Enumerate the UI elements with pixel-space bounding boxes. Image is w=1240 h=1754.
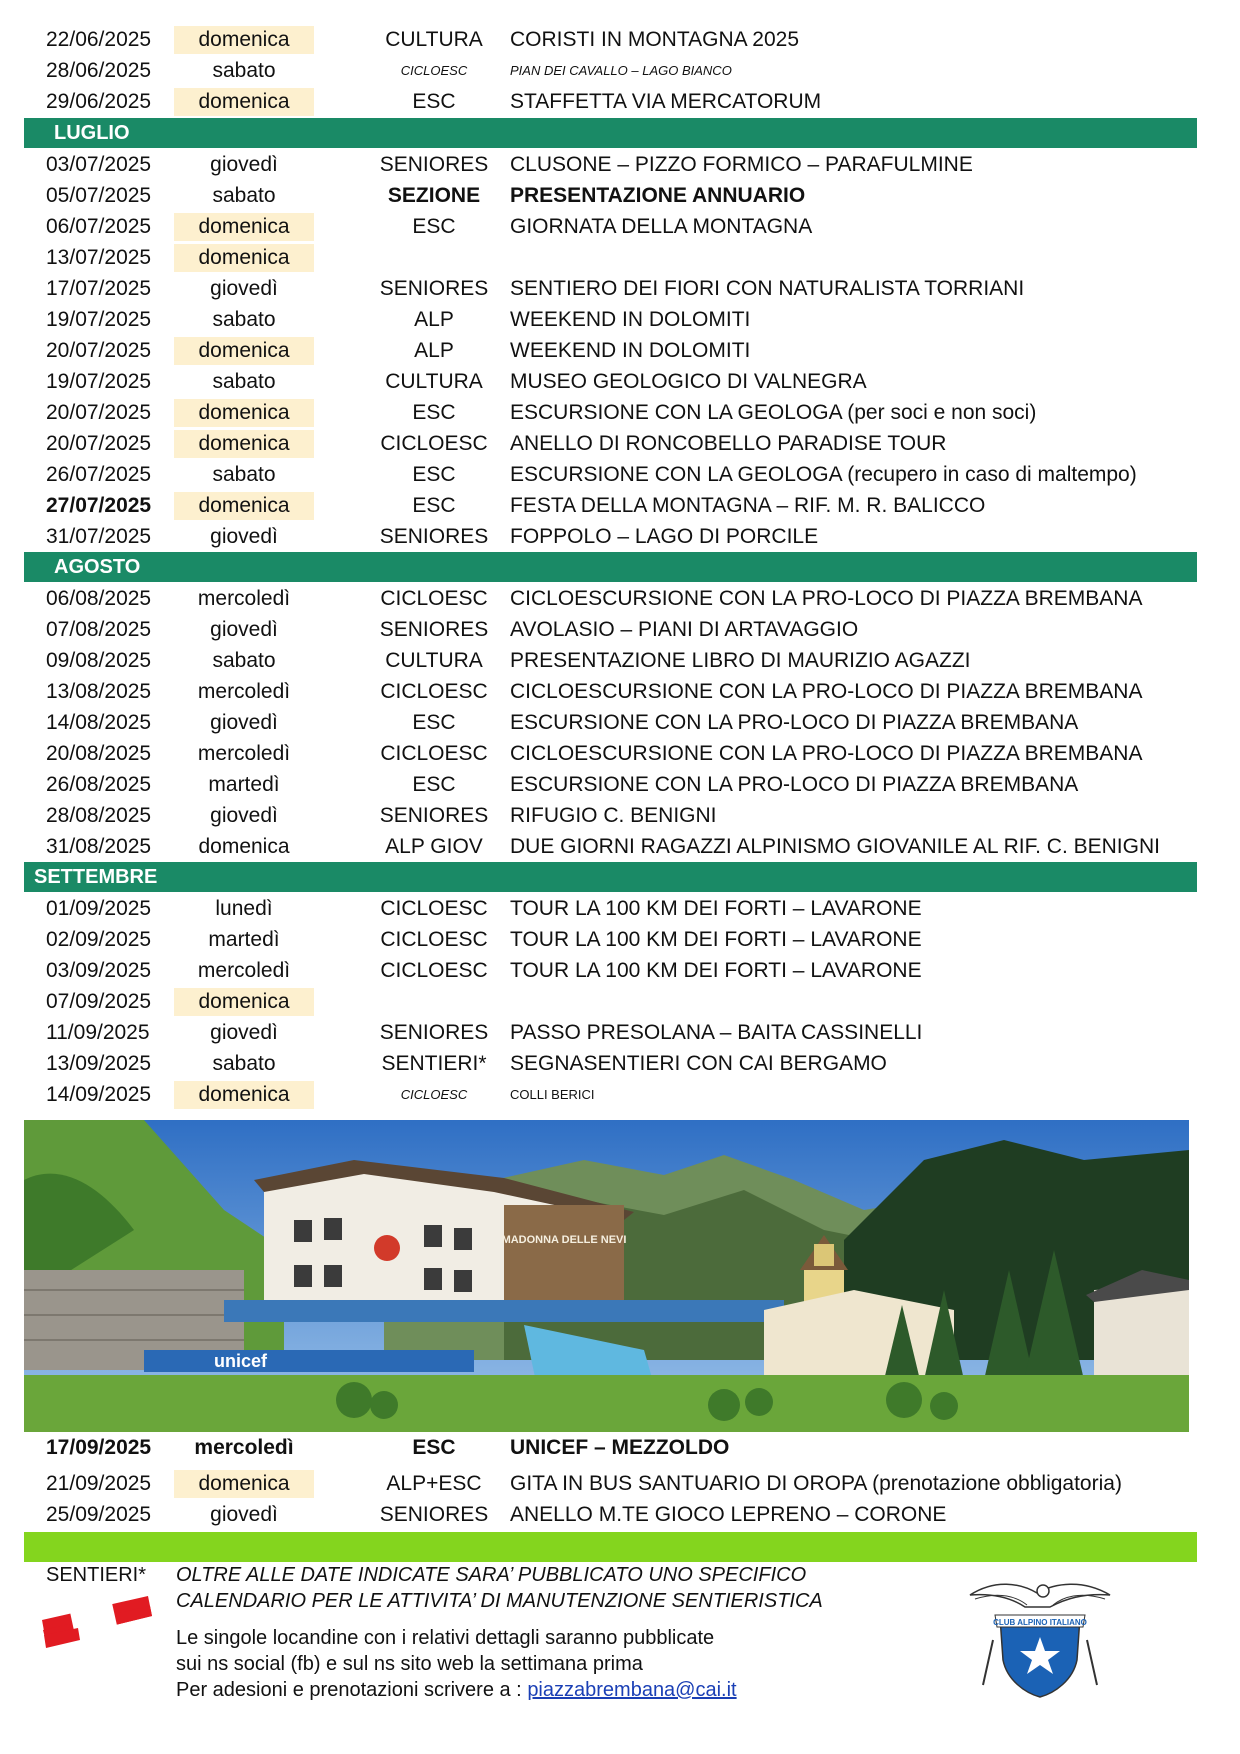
date-cell: 19/07/2025 [46,308,152,331]
description-cell: SENTIERO DEI FIORI CON NATURALISTA TORRIANI [510,277,1025,300]
description-cell: CORISTI IN MONTAGNA 2025 [510,28,800,51]
day-cell: giovedì [210,618,278,641]
date-cell: 31/08/2025 [46,835,152,858]
month-label: AGOSTO [54,556,141,578]
category-cell: CICLOESC [380,742,488,765]
date-cell: 27/07/2025 [46,494,152,517]
description-cell: DUE GIORNI RAGAZZI ALPINISMO GIOVANILE AL RIF. C. BENIGNI [510,835,1160,858]
category-cell: SENTIERI* [381,1052,487,1075]
day-cell: sabato [212,463,276,486]
day-cell: giovedì [210,1503,278,1526]
table-row [24,337,1196,365]
category-cell: SENIORES [379,525,489,548]
date-cell: 14/09/2025 [46,1083,152,1106]
description-cell: CICLOESCURSIONE CON LA PRO-LOCO DI PIAZZA BREMBANA [510,587,1143,610]
day-cell: giovedì [210,1021,278,1044]
table-row [24,1019,1196,1047]
footer-info-line-1: Le singole locandine con i relativi dettagli saranno pubblicate [176,1627,715,1649]
day-cell: domenica [174,213,314,241]
description-cell: GIORNATA DELLA MONTAGNA [510,215,813,238]
description-cell: GITA IN BUS SANTUARIO DI OROPA (prenotazione obbligatoria) [510,1472,1122,1495]
day-cell: domenica [174,988,314,1016]
table-row [24,895,1196,923]
description-cell: MUSEO GEOLOGICO DI VALNEGRA [510,370,867,393]
date-cell: 21/09/2025 [46,1472,152,1495]
trail-marker-icon [40,1590,155,1660]
category-cell: CICLOESC [380,680,488,703]
day-cell: martedì [208,928,280,951]
category-cell: ESC [412,90,456,113]
month-header-settembre [24,862,1197,892]
footer-info-line-3 [176,1679,737,1702]
table-row [24,709,1196,737]
date-cell: 20/08/2025 [46,742,152,765]
description-cell: ANELLO M.TE GIOCO LEPRENO – CORONE [510,1503,947,1526]
category-cell [344,244,524,272]
date-cell: 02/09/2025 [46,928,152,951]
description-cell: CLUSONE – PIZZO FORMICO – PARAFULMINE [510,153,973,176]
category-cell: CICLOESC [380,587,488,610]
description-cell: TOUR LA 100 KM DEI FORTI – LAVARONE [510,897,922,920]
date-cell: 20/07/2025 [46,432,152,455]
date-cell: 31/07/2025 [46,525,152,548]
table-row [24,399,1196,427]
footer-sentieri-label: SENTIERI* [46,1564,147,1586]
category-cell: ALP+ESC [386,1472,482,1495]
table-row [24,244,1196,272]
day-cell: giovedì [210,153,278,176]
category-cell: CULTURA [385,649,483,672]
date-cell: 03/07/2025 [46,153,152,176]
description-cell: FESTA DELLA MONTAGNA – RIF. M. R. BALICCO [510,494,986,517]
day-cell: mercoledì [194,1436,294,1459]
day-cell: domenica [174,430,314,458]
table-row [24,1050,1196,1078]
table-row [24,151,1196,179]
category-cell: ESC [412,494,456,517]
day-cell: lunedì [215,897,273,920]
day-cell: domenica [174,88,314,116]
day-cell: sabato [212,59,276,82]
date-cell: 20/07/2025 [46,339,152,362]
photo-rifugio [24,1120,1189,1432]
category-cell: SENIORES [379,153,489,176]
building-sign: MADONNA DELLE NEVI [501,1234,627,1246]
day-cell: giovedì [210,711,278,734]
day-cell: domenica [174,399,314,427]
date-cell: 20/07/2025 [46,401,152,424]
day-cell: mercoledì [197,742,291,765]
cai-logo [965,1565,1115,1705]
description-cell: COLLI BERICI [510,1087,595,1102]
date-cell: 13/08/2025 [46,680,152,703]
month-header-agosto [24,552,1197,582]
table-row [24,492,1196,520]
category-cell: SENIORES [379,804,489,827]
table-row [24,802,1196,830]
category-cell: CICLOESC [380,959,488,982]
date-cell: 17/07/2025 [46,277,152,300]
table-row [24,523,1196,551]
date-cell: 17/09/2025 [46,1436,152,1459]
date-cell: 07/08/2025 [46,618,152,641]
footer-note-line-1: OLTRE ALLE DATE INDICATE SARA’ PUBBLICATO UNO SPECIFICO [176,1564,807,1586]
table-row [24,988,1196,1016]
day-cell: mercoledì [197,959,291,982]
date-cell: 13/09/2025 [46,1052,152,1075]
category-cell: SENIORES [379,277,489,300]
description-cell: WEEKEND IN DOLOMITI [510,339,751,362]
description-cell: TOUR LA 100 KM DEI FORTI – LAVARONE [510,928,922,951]
table-row [24,616,1196,644]
category-cell: CICLOESC [400,1087,468,1102]
table-row [24,88,1196,116]
date-cell: 26/08/2025 [46,773,152,796]
table-row [24,1081,1196,1109]
description-cell: STAFFETTA VIA MERCATORUM [510,90,822,113]
category-cell: ESC [412,773,456,796]
description-cell: AVOLASIO – PIANI DI ARTAVAGGIO [510,618,859,641]
table-row [24,275,1196,303]
table-row [24,1434,1196,1462]
description-cell: UNICEF – MEZZOLDO [510,1436,730,1459]
category-cell: CULTURA [385,370,483,393]
table-row [24,1470,1196,1498]
category-cell: ESC [412,463,456,486]
date-cell: 07/09/2025 [46,990,152,1013]
category-cell: ESC [412,401,456,424]
day-cell: domenica [174,337,314,365]
table-row [24,771,1196,799]
end-divider-bar [24,1532,1197,1562]
date-cell: 13/07/2025 [46,246,152,269]
date-cell: 06/07/2025 [46,215,152,238]
category-cell: ESC [412,215,456,238]
category-cell [344,988,524,1016]
day-cell: sabato [212,649,276,672]
description-cell: PRESENTAZIONE LIBRO DI MAURIZIO AGAZZI [510,649,971,672]
table-row [24,213,1196,241]
category-cell: SENIORES [379,618,489,641]
category-cell: CICLOESC [380,897,488,920]
category-cell: SEZIONE [387,184,481,207]
category-cell: CULTURA [385,28,483,51]
footer-info-text: Per adesioni e prenotazioni scrivere a : [176,1679,528,1701]
day-cell: giovedì [210,277,278,300]
date-cell: 11/09/2025 [46,1021,150,1044]
table-row [24,368,1196,396]
table-row [24,26,1196,54]
table-row [24,957,1196,985]
day-cell: sabato [212,1052,276,1075]
unicef-banner: unicef [214,1351,268,1371]
date-cell: 22/06/2025 [46,28,152,51]
category-cell: ALP [414,308,454,331]
description-cell: PRESENTAZIONE ANNUARIO [510,184,806,207]
description-cell: FOPPOLO – LAGO DI PORCILE [510,525,819,548]
table-row [24,1501,1196,1529]
day-cell: domenica [174,1470,314,1498]
table-row [24,740,1196,768]
day-cell: domenica [174,244,314,272]
footer-info-line-2: sui ns social (fb) e sul ns sito web la settimana prima [176,1653,643,1675]
date-cell: 09/08/2025 [46,649,152,672]
day-cell: domenica [198,835,290,858]
category-cell: CICLOESC [400,63,468,78]
description-cell: PIAN DEI CAVALLO – LAGO BIANCO [510,63,732,78]
category-cell: ALP GIOV [385,835,483,858]
table-row [24,182,1196,210]
description-cell: ESCURSIONE CON LA PRO-LOCO DI PIAZZA BREMBANA [510,773,1079,796]
day-cell: giovedì [210,525,278,548]
date-cell: 26/07/2025 [46,463,152,486]
table-row [24,57,1196,85]
date-cell: 14/08/2025 [46,711,152,734]
category-cell: ALP [414,339,454,362]
day-cell: domenica [174,1081,314,1109]
day-cell: domenica [174,26,314,54]
table-row [24,585,1196,613]
day-cell: sabato [212,370,276,393]
description-cell: WEEKEND IN DOLOMITI [510,308,751,331]
day-cell: domenica [174,492,314,520]
date-cell: 03/09/2025 [46,959,152,982]
date-cell: 06/08/2025 [46,587,152,610]
description-cell: CICLOESCURSIONE CON LA PRO-LOCO DI PIAZZA BREMBANA [510,742,1143,765]
table-row [24,833,1196,861]
month-header-luglio [24,118,1197,148]
category-cell: CICLOESC [380,928,488,951]
day-cell: mercoledì [197,587,291,610]
description-cell: CICLOESCURSIONE CON LA PRO-LOCO DI PIAZZA BREMBANA [510,680,1143,703]
date-cell: 28/08/2025 [46,804,152,827]
table-row [24,926,1196,954]
photo-illustration [24,1120,1189,1432]
email-link[interactable]: piazzabrembana@cai.it [527,1679,737,1701]
category-cell: SENIORES [379,1503,489,1526]
description-cell: PASSO PRESOLANA – BAITA CASSINELLI [510,1021,923,1044]
day-cell: sabato [212,308,276,331]
table-row [24,647,1196,675]
category-cell: ESC [412,711,456,734]
description-cell: ESCURSIONE CON LA PRO-LOCO DI PIAZZA BREMBANA [510,711,1079,734]
date-cell: 05/07/2025 [46,184,152,207]
day-cell: martedì [208,773,280,796]
day-cell: sabato [212,184,276,207]
description-cell: ESCURSIONE CON LA GEOLOGA (recupero in caso di maltempo) [510,463,1137,486]
table-row [24,461,1196,489]
description-cell: SEGNASENTIERI CON CAI BERGAMO [510,1052,887,1075]
table-row [24,430,1196,458]
month-label: LUGLIO [54,122,130,144]
date-cell: 29/06/2025 [46,90,152,113]
table-row [24,678,1196,706]
description-cell: ANELLO DI RONCOBELLO PARADISE TOUR [510,432,947,455]
category-cell: CICLOESC [380,432,488,455]
description-cell: RIFUGIO C. BENIGNI [510,804,717,827]
day-cell: giovedì [210,804,278,827]
description-cell: TOUR LA 100 KM DEI FORTI – LAVARONE [510,959,922,982]
day-cell: mercoledì [197,680,291,703]
footer-note-line-2: CALENDARIO PER LE ATTIVITA’ DI MANUTENZIONE SENTIERISTICA [176,1590,823,1612]
date-cell: 19/07/2025 [46,370,152,393]
table-row [24,306,1196,334]
date-cell: 28/06/2025 [46,59,152,82]
date-cell: 01/09/2025 [46,897,152,920]
category-cell: SENIORES [379,1021,489,1044]
logo-text: CLUB ALPINO ITALIANO [993,1618,1087,1627]
description-cell: ESCURSIONE CON LA GEOLOGA (per soci e non soci) [510,401,1037,424]
month-label: SETTEMBRE [34,866,158,888]
date-cell: 25/09/2025 [46,1503,152,1526]
category-cell: ESC [412,1436,456,1459]
